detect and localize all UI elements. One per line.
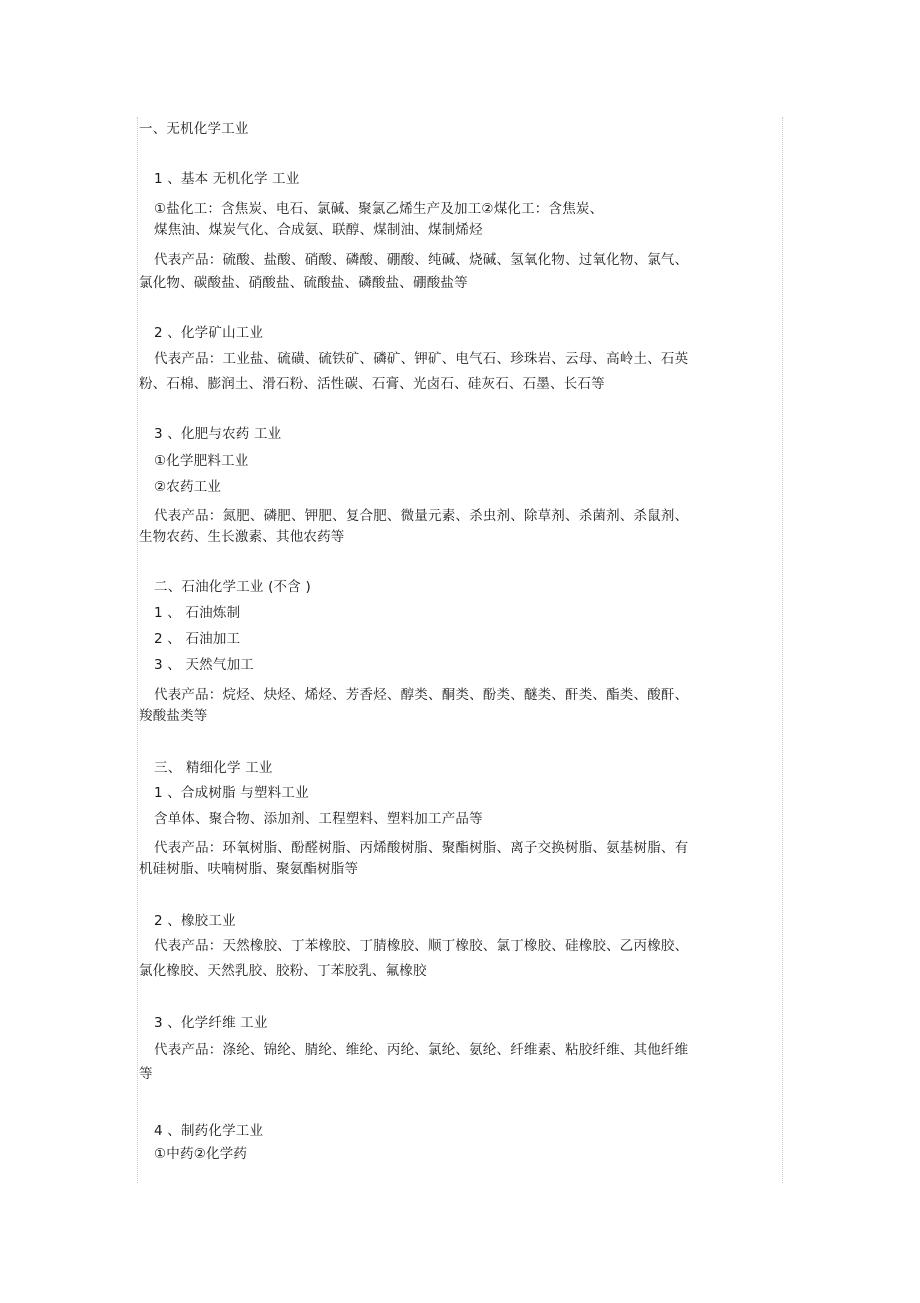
text-line: 代表产品：氮肥、磷肥、钾肥、复合肥、微量元素、杀虫剂、除草剂、杀菌剂、杀鼠剂、 xyxy=(154,508,689,524)
text-line: 代表产品：天然橡胶、丁苯橡胶、丁腈橡胶、顺丁橡胶、氯丁橡胶、硅橡胶、乙丙橡胶、 xyxy=(154,938,689,954)
text-line: 煤焦油、煤炭气化、合成氨、联醇、煤制油、煤制烯烃 xyxy=(154,222,483,238)
text-line: ①盐化工：含焦炭、电石、氯碱、聚氯乙烯生产及加工②煤化工：含焦炭、 xyxy=(154,201,604,217)
text-line: 代表产品：烷烃、炔烃、烯烃、芳香烃、醇类、酮类、酚类、醚类、酐类、酯类、酸酐、 xyxy=(154,687,689,703)
text-line: 氯化物、碳酸盐、硝酸盐、硫酸盐、磷酸盐、硼酸盐等 xyxy=(139,275,468,291)
text-line: 生物农药、生长激素、其他农药等 xyxy=(139,529,345,545)
subsection-heading: 1 、基本 无机化学 工业 xyxy=(154,171,300,187)
section-heading-fine-chemical: 三、 精细化学 工业 xyxy=(154,760,273,776)
subsection-heading: 2 、化学矿山工业 xyxy=(154,325,264,341)
section-heading-inorganic: 一、无机化学工业 xyxy=(139,121,249,137)
subsection-heading: 3 、化肥与农药 工业 xyxy=(154,426,282,442)
subsection-heading: 4 、制药化学工业 xyxy=(154,1123,264,1139)
text-line: 等 xyxy=(139,1066,153,1082)
text-line: 氯化橡胶、天然乳胶、胶粉、丁苯胶乳、氟橡胶 xyxy=(139,963,427,979)
text-line: 机硅树脂、呋喃树脂、聚氨酯树脂等 xyxy=(139,861,359,877)
text-line: 2 、 石油加工 xyxy=(154,631,241,647)
text-line: 代表产品：涤纶、锦纶、腈纶、维纶、丙纶、氯纶、氨纶、纤维素、粘胶纤维、其他纤维 xyxy=(154,1042,689,1058)
text-line: ②农药工业 xyxy=(154,479,222,495)
text-line: 3 、 天然气加工 xyxy=(154,657,254,673)
text-line: 代表产品：硫酸、盐酸、硝酸、磷酸、硼酸、纯碱、烧碱、氢氧化物、过氧化物、氯气、 xyxy=(154,252,689,268)
text-line: 代表产品：工业盐、硫磺、硫铁矿、磷矿、钾矿、电气石、珍珠岩、云母、高岭土、石英 xyxy=(154,351,689,367)
text-line: 1 、 石油炼制 xyxy=(154,605,241,621)
text-line: ①化学肥料工业 xyxy=(154,453,249,469)
section-heading-petrochemical: 二、石油化学工业 (不含 ) xyxy=(154,579,311,595)
subsection-heading: 1 、合成树脂 与塑料工业 xyxy=(154,785,309,801)
text-line: ①中药②化学药 xyxy=(154,1146,248,1162)
text-line: 代表产品：环氧树脂、酚醛树脂、丙烯酸树脂、聚酯树脂、离子交换树脂、氨基树脂、有 xyxy=(154,840,689,856)
subsection-heading: 2 、橡胶工业 xyxy=(154,913,236,929)
text-line: 粉、石棉、膨润土、滑石粉、活性碳、石膏、光卤石、硅灰石、石墨、长石等 xyxy=(139,376,605,392)
text-line: 含单体、聚合物、添加剂、工程塑料、塑料加工产品等 xyxy=(154,811,483,827)
text-line: 羧酸盐类等 xyxy=(139,708,208,724)
subsection-heading: 3 、化学纤维 工业 xyxy=(154,1015,268,1031)
